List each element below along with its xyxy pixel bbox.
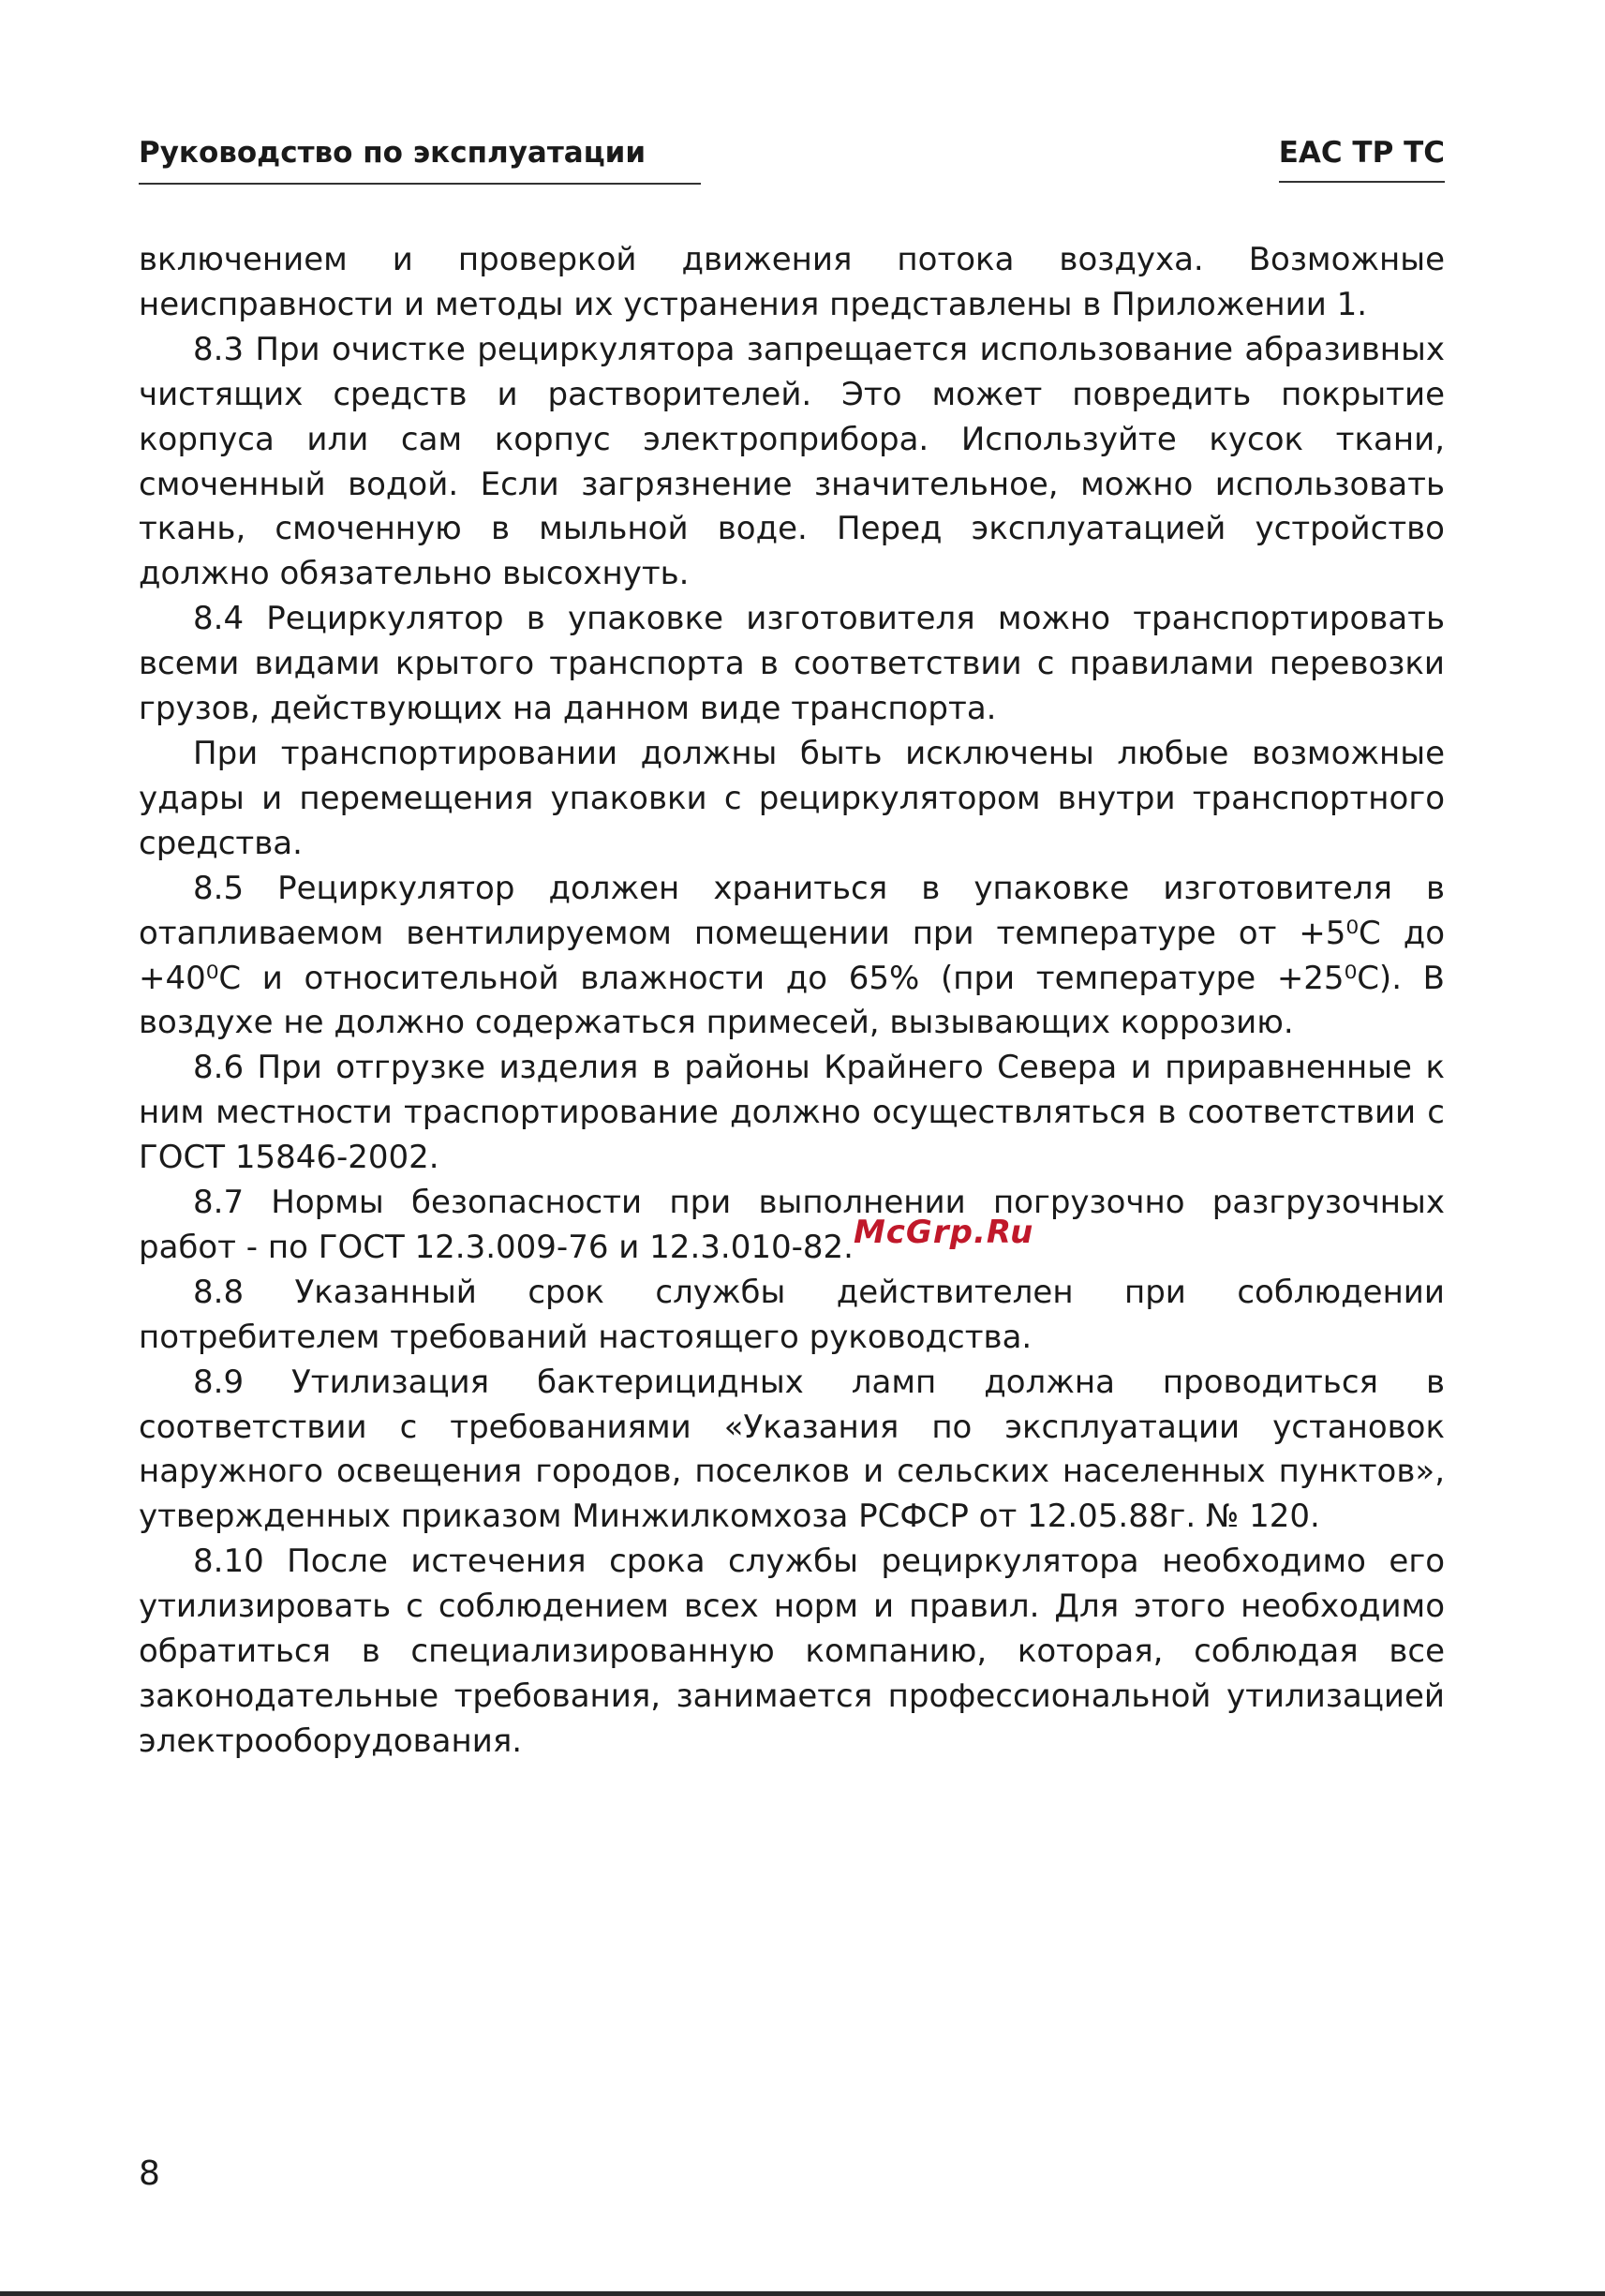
paragraph-8-7 xyxy=(139,1181,1445,1271)
page-number: 8 xyxy=(139,2154,160,2193)
header-certification-mark: EAC TP TC xyxy=(1279,134,1445,183)
watermark-text: McGrp.Ru xyxy=(853,1213,1034,1251)
paragraph-transport-note: При транспортировании должны быть исключены любые возможные удары и перемещения упаковки с рециркулятором внутри транспортного средства. xyxy=(139,734,1445,862)
paragraph-8-2-continuation: включением и проверкой движения потока воздуха. Возможные неисправности и методы их устранения представлены в Приложении 1. xyxy=(139,241,1445,323)
document-body xyxy=(139,238,1445,1765)
paragraph-8-3: 8.3 При очистке рециркулятора запрещается использование абразивных чистящих средств и растворителей. Это может повредить покрытие корпуса или сам корпус электроприбора. Используйте кусок ткани, смоченный водой. Если загрязнение значительное, можно использовать ткань, смоченную в мыльной воде. Перед эксплуатацией устройство должно обязательно высохнуть. xyxy=(139,330,1445,593)
bottom-edge-bar xyxy=(0,2291,1605,2296)
paragraph-8-9: 8.9 Утилизация бактерицидных ламп должна проводиться в соответствии с требованиями «Указания по эксплуатации установок наружного освещения городов, поселков и сельских населенных пунктов», утвержденных приказом Минжилкомхоза РСФСР от 12.05.88г. № 120. xyxy=(139,1363,1445,1536)
header-title: Руководство по эксплуатации xyxy=(139,134,701,185)
paragraph-8-10: 8.10 После истечения срока службы рециркулятора необходимо его утилизировать с соблюдением всех норм и правил. Для этого необходимо обратиться в специализированную компанию, которая, соблюдая все законодательные требования, занимается профессиональной утилизацией электрооборудования. xyxy=(139,1543,1445,1760)
paragraph-8-6: 8.6 При отгрузке изделия в районы Крайнего Севера и приравненные к ним местности траспортирование должно осуществляться в соответствии с ГОСТ 15846-2002. xyxy=(139,1049,1445,1177)
paragraph-8-8: 8.8 Указанный срок службы действителен при соблюдении потребителем требований настоящего руководства. xyxy=(139,1273,1445,1356)
paragraph-8-7-text: 8.7 Нормы безопасности при выполнении погрузочно разгрузочных работ - по ГОСТ 12.3.009-76 и 12.3.010-82. xyxy=(139,1184,1445,1266)
paragraph-8-5: 8.5 Рециркулятор должен храниться в упаковке изготовителя в отапливаемом вентилируемом помещении при температуре от +5⁰С до +40⁰С и относительной влажности до 65% (при температуре +25⁰С). В воздухе не должно содержаться примесей, вызывающих коррозию. xyxy=(139,869,1445,1042)
paragraph-8-4: 8.4 Рециркулятор в упаковке изготовителя можно транспортировать всеми видами крытого транспорта в соответствии с правилами перевозки грузов, действующих на данном виде транспорта. xyxy=(139,600,1445,728)
